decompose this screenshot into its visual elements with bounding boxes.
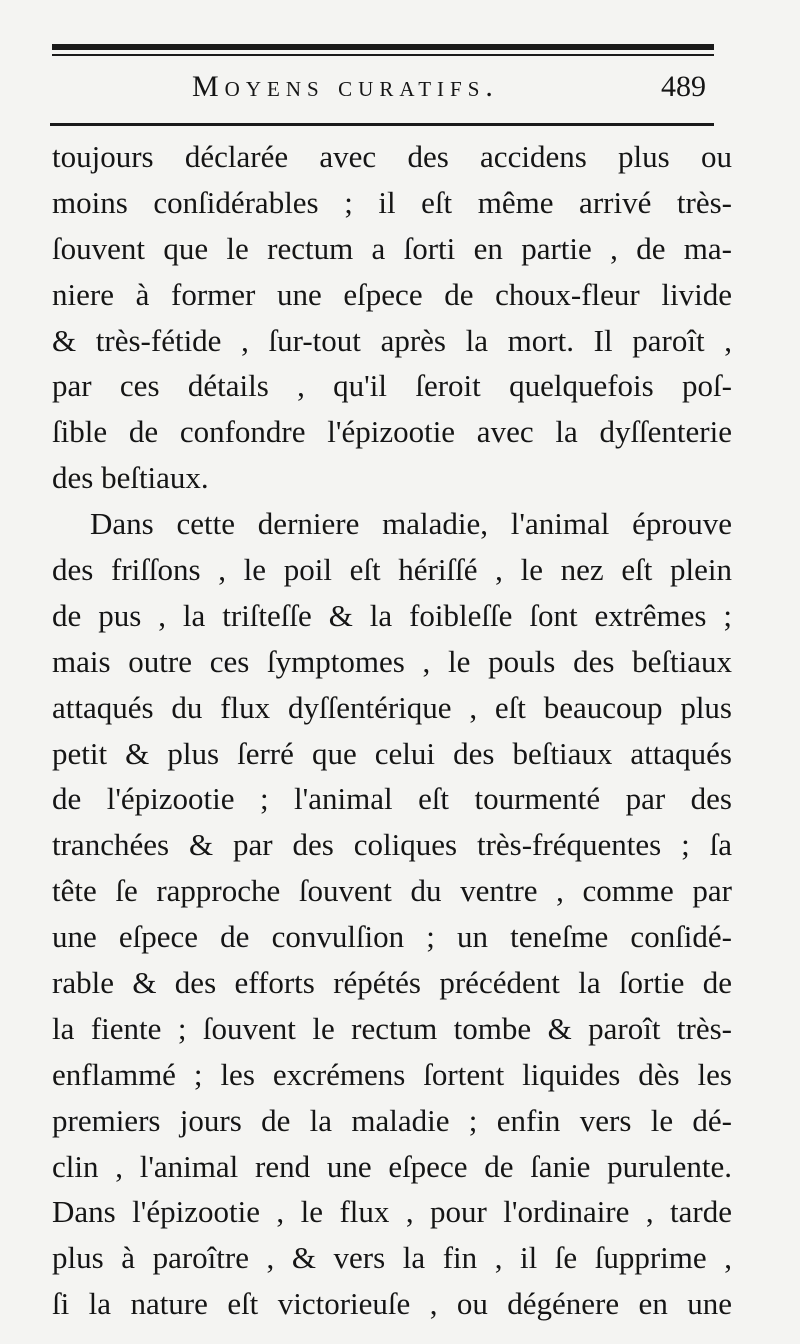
- top-rule-thick: [52, 44, 714, 50]
- text-line: premiers jours de la maladie ; enfin vers le dé-: [52, 1102, 732, 1138]
- text-line: des friſſons , le poil eſt hériſſé , le nez eſt plein: [52, 552, 732, 588]
- text-line: ſible de confondre l'épizootie avec la dyſſenterie: [52, 414, 732, 450]
- text-line: clin , l'animal rend une eſpece de ſanie purulente.: [52, 1148, 732, 1184]
- text-line: rable & des efforts répétés précédent la ſortie de: [52, 965, 732, 1001]
- text-line: & très-fétide , ſur-tout après la mort. Il paroît ,: [52, 322, 732, 358]
- body-text: [52, 134, 732, 1327]
- text-line: par ces détails , qu'il ſeroit quelquefois poſ-: [52, 368, 732, 404]
- text-line: la fiente ; ſouvent le rectum tombe & paroît très-: [52, 1010, 732, 1046]
- text-line: mais outre ces ſymptomes , le pouls des beſtiaux: [52, 643, 732, 679]
- top-rule-thin: [52, 54, 714, 56]
- text-line: toujours déclarée avec des accidens plus ou: [52, 139, 732, 174]
- text-line: petit & plus ſerré que celui des beſtiaux attaqués: [52, 735, 732, 771]
- text-line: de pus , la triſteſſe & la foibleſſe ſont extrêmes ;: [52, 597, 732, 633]
- text-line: plus à paroître , & vers la fin , il ſe ſupprime ,: [52, 1240, 732, 1276]
- page-number: 489: [661, 70, 706, 103]
- text-line: enflammé ; les excrémens ſortent liquides dès les: [52, 1056, 732, 1092]
- text-line: tranchées & par des coliques très-fréquentes ; ſa: [52, 827, 732, 863]
- text-line: de l'épizootie ; l'animal eſt tourmenté par des: [52, 781, 732, 817]
- text-line: ſi la nature eſt victorieuſe , ou dégénere en une: [52, 1286, 732, 1322]
- text-line: moins conſidérables ; il eſt même arrivé très-: [52, 184, 732, 220]
- running-head: Moyens curatifs.: [192, 70, 499, 103]
- text-line: ſouvent que le rectum a ſorti en partie , de ma-: [52, 230, 732, 266]
- text-line: niere à former une eſpece de choux-fleur livide: [52, 276, 732, 312]
- text-line: une eſpece de convulſion ; un teneſme conſidé-: [52, 919, 732, 955]
- text-line: Dans l'épizootie , le flux , pour l'ordinaire , tarde: [52, 1194, 732, 1230]
- text-line: attaqués du flux dyſſentérique , eſt beaucoup plus: [52, 689, 732, 725]
- text-line: tête ſe rapproche ſouvent du ventre , comme par: [52, 873, 732, 909]
- page-header: [52, 66, 714, 116]
- text-line: Dans cette derniere maladie, l'animal éprouve: [90, 506, 732, 542]
- header-rule: [50, 123, 714, 126]
- text-line: des beſtiaux.: [52, 460, 209, 496]
